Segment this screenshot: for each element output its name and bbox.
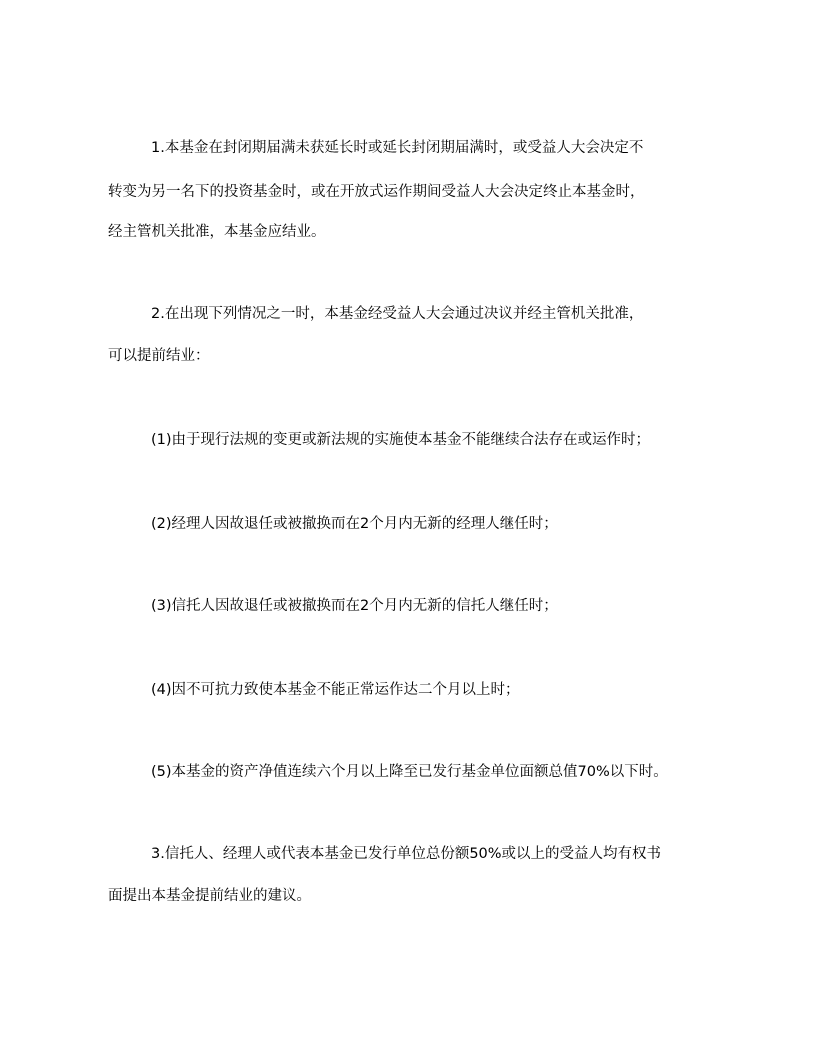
paragraph-1-line-1: 1.本基金在封闭期届满未获延长时或延长封闭期届满时，或受益人大会决定不 [151,140,644,156]
paragraph-3-line-2: 面提出本基金提前结业的建议。 [108,888,311,904]
list-item-2: (2)经理人因故退任或被撤换而在2个月内无新的经理人继任时； [151,516,558,532]
list-item-1: (1)由于现行法规的变更或新法规的实施使本基金不能继续合法存在或运作时； [151,432,651,448]
paragraph-3-line-1: 3.信托人、经理人或代表本基金已发行单位总份额50%或以上的受益人均有权书 [151,846,662,862]
paragraph-2-line-1: 2.在出现下列情况之一时，本基金经受益人大会通过决议并经主管机关批准， [151,306,644,322]
list-item-3: (3)信托人因故退任或被撤换而在2个月内无新的信托人继任时； [151,598,558,614]
paragraph-1-line-3: 经主管机关批准，本基金应结业。 [108,224,326,240]
list-item-5: (5)本基金的资产净值连续六个月以上降至已发行基金单位面额总值70%以下时。 [151,764,668,780]
paragraph-2-line-2: 可以提前结业： [108,348,210,364]
paragraph-1-line-2: 转变为另一名下的投资基金时，或在开放式运作期间受益人大会决定终止本基金时， [108,184,645,200]
list-item-4: (4)因不可抗力致使本基金不能正常运作达二个月以上时； [151,682,520,698]
